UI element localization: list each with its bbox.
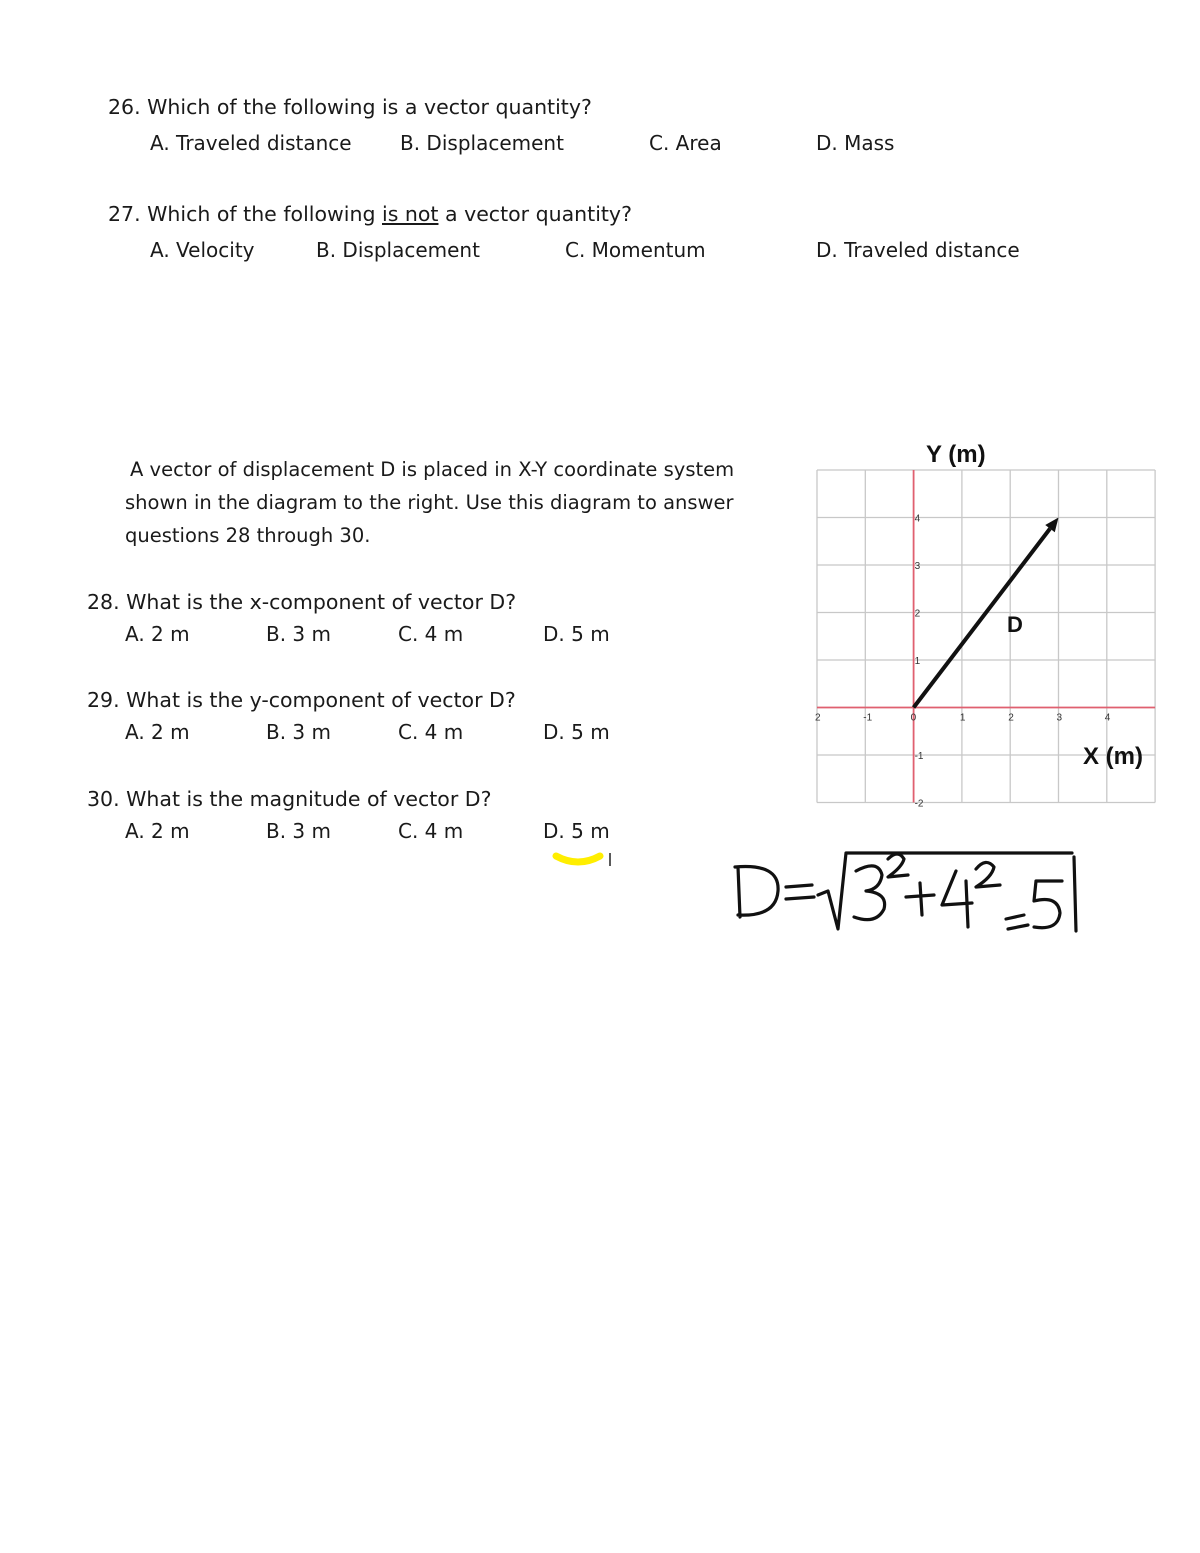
hw-digit-5 — [1034, 881, 1062, 928]
x-tick-label: 3 — [1056, 712, 1063, 724]
q29-option-d: D. 5 m — [543, 720, 610, 744]
q28-option-b: B. 3 m — [266, 622, 331, 646]
q28-option-c: C. 4 m — [398, 622, 464, 646]
y-axis-label: Y (m) — [926, 441, 986, 468]
y-tick-label: 2 — [914, 608, 921, 620]
question-number: 27. — [108, 202, 141, 226]
question-28 — [87, 590, 516, 614]
q29-option-b: B. 3 m — [266, 720, 331, 744]
hw-superscript-2b — [976, 862, 1000, 887]
intro-line-2: shown in the diagram to the right. Use this diagram to answer — [125, 491, 734, 514]
x-axis-label: X (m) — [1083, 743, 1143, 770]
y-tick-label: 3 — [914, 561, 921, 572]
vector-d-label: D — [1007, 612, 1023, 637]
q27-option-a: A. Velocity — [150, 238, 255, 262]
x-tick-label: -1 — [863, 712, 873, 724]
question-27 — [108, 202, 632, 226]
question-text-post: a vector quantity? — [438, 202, 632, 226]
coordinate-diagram — [800, 430, 1170, 815]
x-tick-label: 0 — [910, 712, 917, 724]
question-text: What is the x-component of vector D? — [126, 590, 517, 614]
hw-equals-2 — [1006, 915, 1028, 929]
question-text: What is the y-component of vector D? — [126, 688, 516, 712]
q29-option-a: A. 2 m — [125, 720, 190, 744]
vector-d-line — [914, 529, 1050, 708]
question-26 — [108, 95, 592, 119]
intro-line-1: A vector of displacement D is placed in X-Y coordinate system — [130, 458, 735, 481]
x-tick-label: 2 — [1008, 712, 1014, 724]
q27-option-c: C. Momentum — [565, 238, 706, 262]
q26-option-a: A. Traveled distance — [150, 131, 352, 155]
question-text-underlined: is not — [382, 202, 439, 226]
hw-letter-d — [735, 867, 778, 918]
q27-option-d: D. Traveled distance — [816, 238, 1020, 262]
question-text: What is the magnitude of vector D? — [126, 787, 492, 811]
hw-plus — [906, 883, 934, 915]
question-number: 30. — [87, 787, 120, 811]
hw-digit-3 — [854, 866, 885, 920]
q26-option-d: D. Mass — [816, 131, 895, 155]
q28-option-a: A. 2 m — [125, 622, 190, 646]
hw-digit-4 — [942, 871, 972, 927]
q30-option-b: B. 3 m — [266, 819, 331, 843]
q28-option-d: D. 5 m — [543, 622, 610, 646]
q26-option-c: C. Area — [649, 131, 722, 155]
y-tick-label: -1 — [914, 751, 924, 762]
question-30 — [87, 787, 491, 811]
q30-option-a: A. 2 m — [125, 819, 190, 843]
hw-superscript-2a — [888, 854, 908, 877]
question-number: 26. — [108, 95, 141, 119]
x-tick-label: 1 — [959, 712, 966, 724]
hw-equals-1 — [786, 885, 814, 899]
question-number: 28. — [87, 590, 120, 614]
q27-option-b: B. Displacement — [316, 238, 480, 262]
highlight-mark — [552, 848, 614, 872]
y-tick-label: 4 — [914, 513, 921, 525]
handwritten-calculation — [720, 845, 1120, 945]
question-29 — [87, 688, 516, 712]
q29-option-c: C. 4 m — [398, 720, 464, 744]
tick-labels — [815, 514, 1111, 810]
hw-bar — [1074, 857, 1076, 931]
q30-option-d: D. 5 m — [543, 819, 610, 843]
q26-option-b: B. Displacement — [400, 131, 564, 155]
x-tick-label: 4 — [1104, 712, 1111, 724]
x-tick-label: 2 — [815, 712, 821, 724]
q30-option-c: C. 4 m — [398, 819, 464, 843]
highlight-stroke — [556, 856, 600, 862]
intro-line-3: questions 28 through 30. — [125, 524, 371, 547]
question-text: Which of the following is a vector quantity? — [147, 95, 592, 119]
question-number: 29. — [87, 688, 120, 712]
y-tick-label: -2 — [914, 798, 924, 810]
y-tick-label: 1 — [914, 656, 921, 667]
question-text-pre: Which of the following — [147, 202, 382, 226]
